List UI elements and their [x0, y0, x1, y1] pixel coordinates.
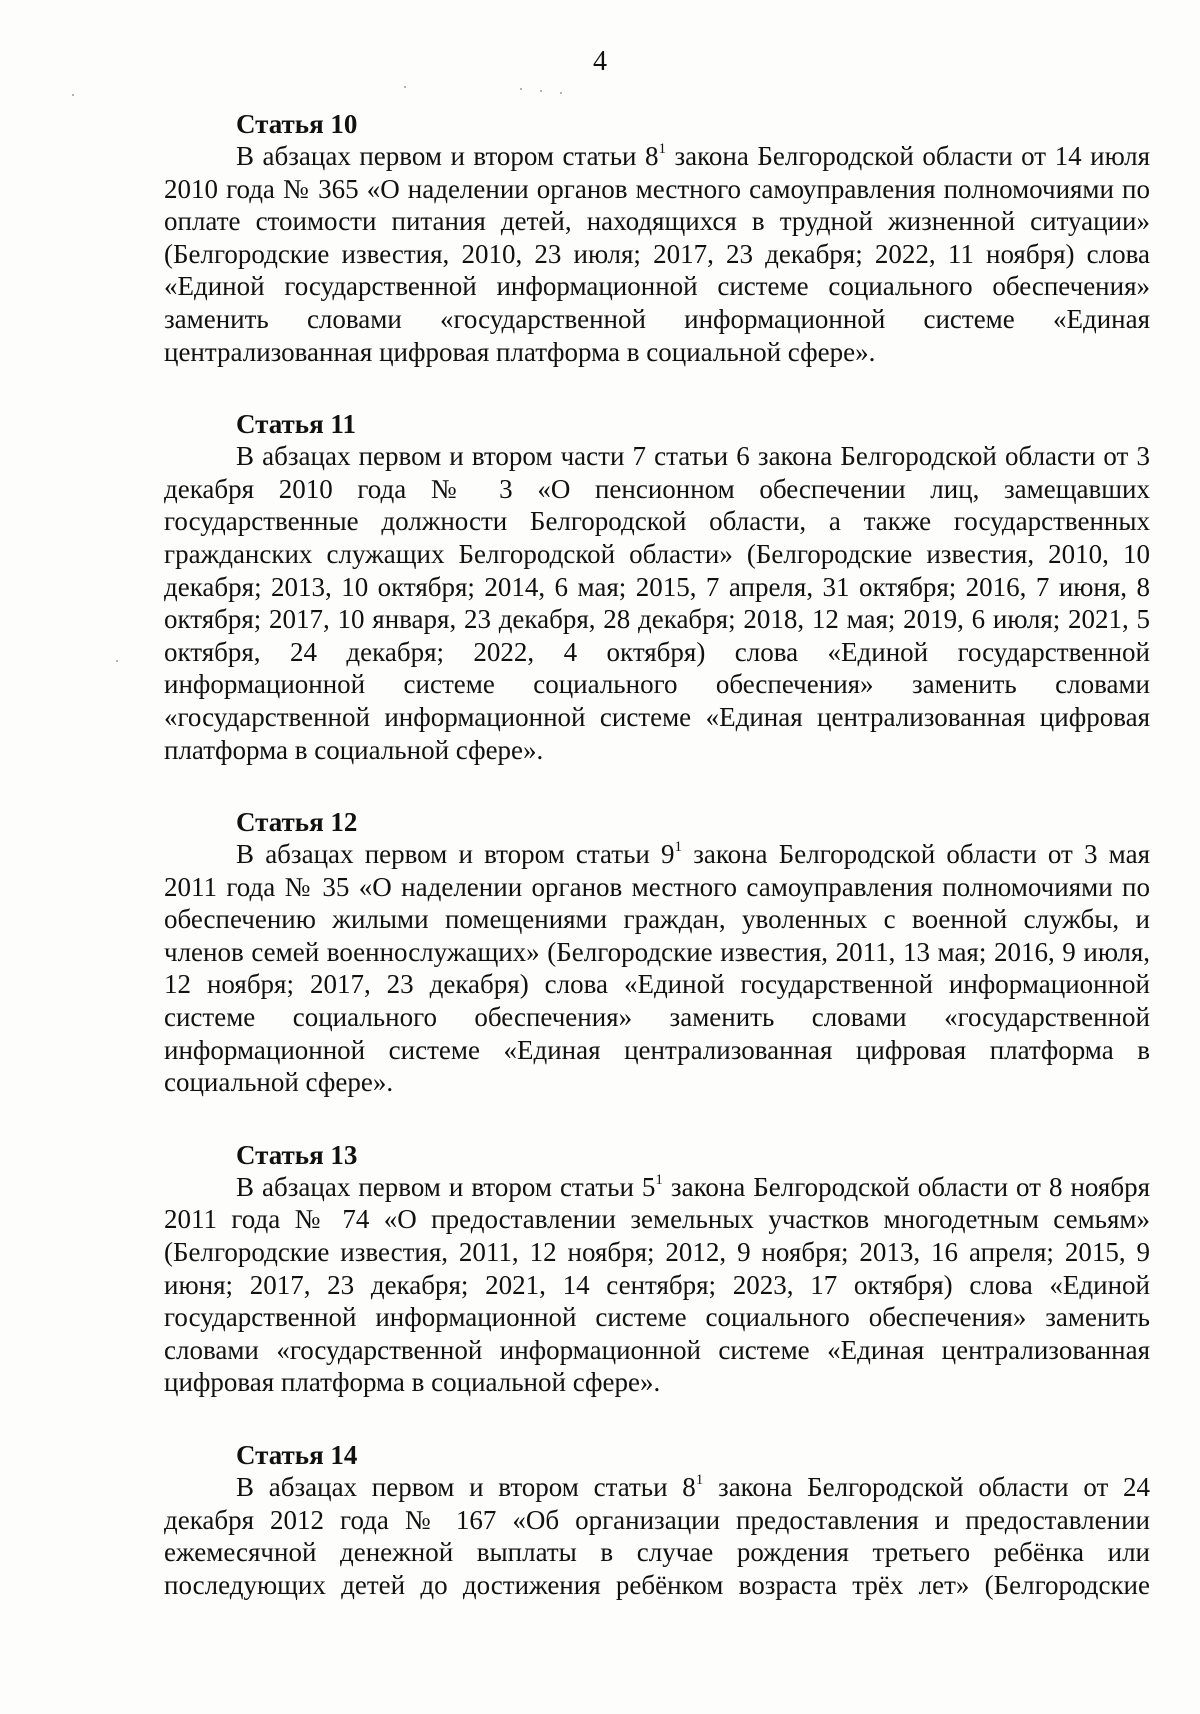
article-text — [164, 1171, 1150, 1399]
article-11 — [164, 408, 1150, 766]
article-text-part: закона Белгородской области от 14 июля 2010 года № 365 «О наделении органов местного самоуправления полномочиями по оплате стоимости питания детей, находящихся в трудной жизненной ситуации» (Белгородские известия, 2010, 23 июля; 2017, 23 декабря; 2022, 11 ноября) слова «Единой государственной информационной системе социального обеспечения» заменить словами «государственной информационной системе «Единая централизованная цифровая платформа в социальной сфере». — [164, 141, 1150, 367]
superscript: 1 — [695, 1472, 704, 1488]
article-text — [164, 1471, 1150, 1601]
article-12 — [164, 806, 1150, 1099]
article-text-part: В абзацах первом и втором статьи 9 — [236, 839, 675, 870]
article-heading: Статья 12 — [236, 807, 358, 838]
scan-speck — [560, 92, 562, 94]
article-text — [164, 838, 1150, 1099]
article-13 — [164, 1139, 1150, 1399]
article-14 — [164, 1439, 1150, 1601]
article-heading: Статья 11 — [236, 409, 356, 440]
superscript: 1 — [658, 141, 666, 157]
article-text-part: закона Белгородской области от 3 мая 2011 года № 35 «О наделении органов местного самоуправления полномочиями по обеспечению жилыми помещениями граждан, уволенных с военной службы, и членов семей военнослужащих» (Белгородские известия, 2011, 13 мая; 2016, 9 июля, 12 ноября; 2017, 23 декабря) слова «Единой государственной информационной системе социального обеспечения» заменить словами «государственной информационной системе «Единая централизованная цифровая платформа в социальной сфере». — [164, 839, 1150, 1098]
scan-speck — [520, 88, 522, 90]
article-heading: Статья 13 — [236, 1139, 358, 1170]
scan-speck — [404, 86, 406, 88]
article-text-part: закона Белгородской области от 24 декабря 2012 года № 167 «Об организации предоставления и предоставлении ежемесячной денежной выплаты в случае рождения третьего ребёнка или последующих детей до достижения ребёнком возраста трёх лет» (Белгородские — [164, 1472, 1150, 1600]
superscript: 1 — [674, 839, 683, 856]
page-number: 4 — [593, 46, 607, 77]
article-text — [164, 140, 1150, 368]
article-heading: Статья 14 — [236, 1440, 358, 1470]
article-text-part: В абзацах первом и втором статьи 8 — [236, 1472, 696, 1502]
scan-speck — [72, 94, 74, 96]
article-text-part: закона Белгородской области от 8 ноября 2011 года № 74 «О предоставлении земельных участков многодетным семьям» (Белгородские известия, 2011, 12 ноября; 2012, 9 ноября; 2013, 16 апреля; 2015, 9 июня; 2017, 23 декабря; 2021, 14 сентября; 2023, 17 октября) слова «Единой государственной информационной системе социального обеспечения» заменить словами «государственной информационной системе «Единая централизованная цифровая платформа в социальной сфере». — [164, 1171, 1150, 1398]
article-text-part: В абзацах первом и втором статьи 5 — [236, 1171, 656, 1202]
article-text-part: В абзацах первом и втором части 7 статьи 6 закона Белгородской области от 3 декабря 2010 года № 3 «О пенсионном обеспечении лиц, замещавших государственные должности Белгородской области, а также государственных гражданских служащих Белгородской области» (Белгородские известия, 2010, 10 декабря; 2013, 10 октября; 2014, 6 мая; 2015, 7 апреля, 31 октября; 2016, 7 июня, 8 октября; 2017, 10 января, 23 декабря, 28 декабря; 2018, 12 мая; 2019, 6 июля; 2021, 5 октября, 24 декабря; 2022, 4 октября) слова «Единой государственной информационной системе социального обеспечения» заменить словами «государственной информационной системе «Единая централизованная цифровая платформа в социальной сфере». — [164, 441, 1150, 765]
article-text-part: В абзацах первом и втором статьи 8 — [236, 141, 659, 171]
scan-speck — [116, 660, 118, 662]
article-text — [164, 440, 1150, 766]
scan-speck — [540, 90, 542, 92]
superscript: 1 — [655, 1171, 663, 1188]
document-body — [164, 108, 1150, 1641]
article-heading: Статья 10 — [236, 109, 358, 139]
article-10 — [164, 108, 1150, 368]
